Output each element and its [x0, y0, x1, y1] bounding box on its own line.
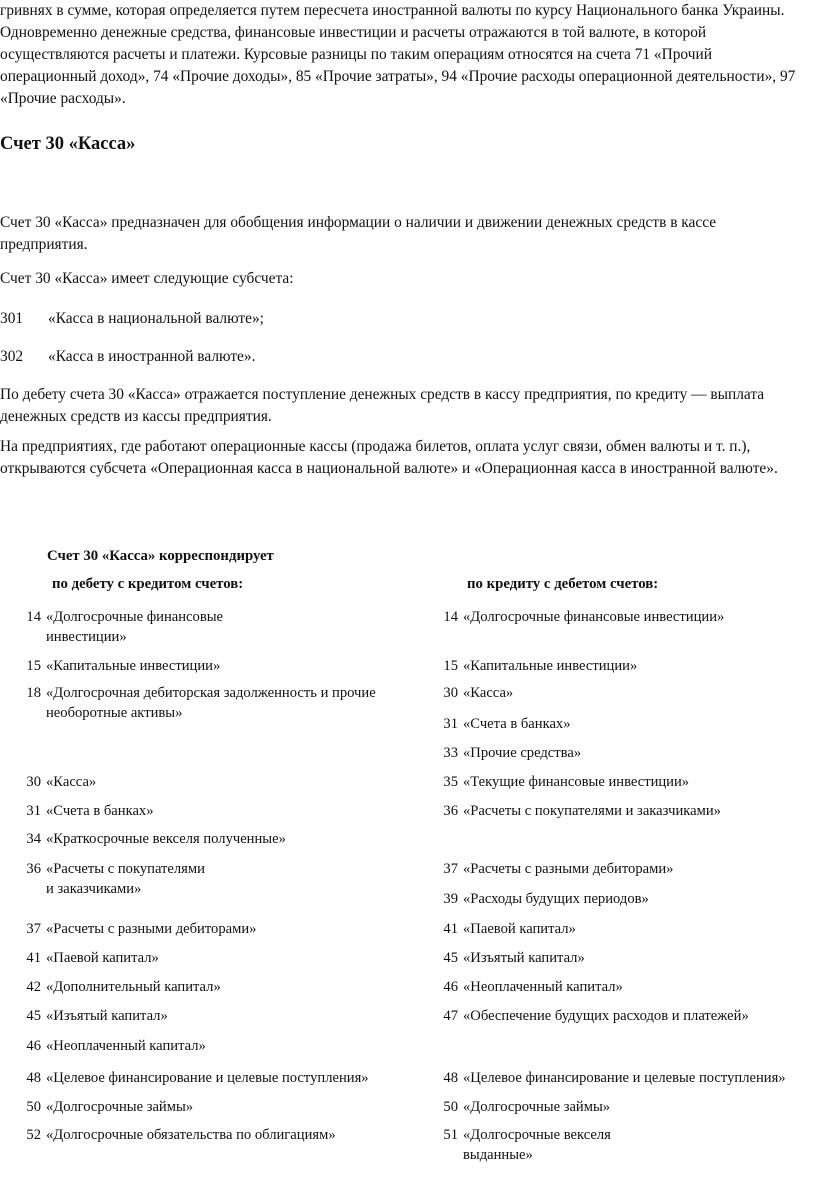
- account-name: «Паевой капитал»: [46, 950, 159, 966]
- account-name: «Расходы будущих периодов»: [463, 891, 649, 907]
- account-number: 45: [443, 950, 458, 966]
- account-name: «Текущие финансовые инвестиции»: [463, 774, 690, 790]
- section-heading: Счет 30 «Касса»: [0, 134, 136, 154]
- account-name: «Расчеты с разными дебиторами»: [46, 921, 257, 937]
- account-number: 14: [26, 609, 41, 625]
- account-number: 36: [26, 861, 41, 877]
- account-name: «Расчеты с покупателями и заказчиками»: [463, 803, 721, 819]
- account-number: 37: [443, 861, 458, 877]
- account-name: «Долгосрочные займы»: [463, 1099, 611, 1115]
- account-name: «Долгосрочные займы»: [46, 1099, 194, 1115]
- account-name: «Счета в банках»: [463, 716, 571, 732]
- account-number: 42: [26, 979, 41, 995]
- account-name: «Долгосрочная дебиторская задолженность и прочие необоротные активы»: [46, 685, 376, 721]
- account-number: 18: [26, 685, 41, 701]
- account-name: «Неоплаченный капитал»: [463, 979, 623, 995]
- account-number: 34: [26, 831, 41, 847]
- account-number: 48: [443, 1070, 458, 1086]
- subaccount-item: [0, 308, 264, 330]
- debit-column-header: по дебету с кредитом счетов:: [52, 576, 244, 592]
- subaccount-name: «Касса в иностранной валюте».: [48, 348, 256, 365]
- account-number: 30: [443, 685, 458, 701]
- correspondence-title: Счет 30 «Касса» корреспондирует: [47, 548, 274, 564]
- account-number: 15: [26, 658, 41, 674]
- account-number: 47: [443, 1008, 458, 1024]
- account-name: «Паевой капитал»: [463, 921, 576, 937]
- credit-column-header: по кредиту с дебетом счетов:: [467, 576, 659, 592]
- account-number: 46: [26, 1038, 41, 1054]
- account-number: 45: [26, 1008, 41, 1024]
- account-name: «Изъятый капитал»: [46, 1008, 168, 1024]
- account-number: 30: [26, 774, 41, 790]
- account-name: «Прочие средства»: [463, 745, 582, 761]
- subaccount-item: [0, 346, 255, 368]
- account-name: «Касса»: [463, 685, 514, 701]
- account-number: 51: [443, 1127, 458, 1143]
- subaccount-code: 302: [0, 348, 24, 365]
- account-name: «Счета в банках»: [46, 803, 154, 819]
- subaccounts-intro: Счет 30 «Касса» имеет следующие субсчета:: [0, 270, 294, 287]
- account-number: 14: [443, 609, 458, 625]
- account-number: 46: [443, 979, 458, 995]
- account-number: 31: [26, 803, 41, 819]
- debit-credit-paragraph: По дебету счета 30 «Касса» отражается поступление денежных средств в кассу предприятия, по кредиту — выплата денежных средств из кассы предприятия.: [0, 386, 765, 425]
- account-name: «Капитальные инвестиции»: [463, 658, 638, 674]
- account-number: 37: [26, 921, 41, 937]
- account-name: «Неоплаченный капитал»: [46, 1038, 206, 1054]
- account-number: 48: [26, 1070, 41, 1086]
- account-name: «Целевое финансирование и целевые поступления»: [463, 1070, 786, 1086]
- account-name: «Целевое финансирование и целевые поступления»: [46, 1070, 369, 1086]
- account-name: «Дополнительный капитал»: [46, 979, 221, 995]
- account-number: 41: [26, 950, 41, 966]
- account-name: «Касса»: [46, 774, 97, 790]
- purpose-paragraph: Счет 30 «Касса» предназначен для обобщения информации о наличии и движении денежных средств в кассе предприятия.: [0, 214, 717, 253]
- account-name: «Долгосрочные финансовые инвестиции»: [463, 609, 725, 625]
- account-number: 36: [443, 803, 458, 819]
- intro-paragraph: гривнях в сумме, которая определяется путем пересчета иностранной валюты по курсу Национального банка Украины. Одновременно денежные средства, финансовые инвестиции и расчеты отражаются в той валюте, в которой осуществляются расчеты и платежи. Курсовые разницы по таким операциям относятся на счета 71 «Прочий операционный доход», 74 «Прочие доходы», 85 «Прочие затраты», 94 «Прочие расходы операционной деятельности», 97 «Прочие расходы».: [0, 2, 796, 107]
- operational-cash-paragraph: На предприятиях, где работают операционные кассы (продажа билетов, оплата услуг связи, обмен валюты и т. п.), открываются субсчета «Операционная касса в национальной валюте» и «Операционная касса в иностранной валюте».: [0, 438, 778, 477]
- account-number: 41: [443, 921, 458, 937]
- account-name: «Обеспечение будущих расходов и платежей»: [463, 1008, 749, 1024]
- subaccount-code: 301: [0, 310, 24, 327]
- account-name: «Расчеты с покупателями и заказчиками»: [46, 861, 205, 897]
- account-name: «Изъятый капитал»: [463, 950, 585, 966]
- account-name: «Долгосрочные векселя выданные»: [463, 1127, 611, 1163]
- account-number: 50: [443, 1099, 458, 1115]
- account-name: «Долгосрочные обязательства по облигациям»: [46, 1127, 336, 1143]
- account-number: 33: [443, 745, 458, 761]
- account-name: «Долгосрочные финансовые инвестиции»: [46, 609, 224, 645]
- account-name: «Расчеты с разными дебиторами»: [463, 861, 674, 877]
- account-number: 31: [443, 716, 458, 732]
- account-number: 50: [26, 1099, 41, 1115]
- account-number: 39: [443, 891, 458, 907]
- account-number: 35: [443, 774, 458, 790]
- account-name: «Краткосрочные векселя полученные»: [46, 831, 286, 847]
- account-number: 15: [443, 658, 458, 674]
- account-name: «Капитальные инвестиции»: [46, 658, 221, 674]
- account-number: 52: [26, 1127, 41, 1143]
- subaccount-name: «Касса в национальной валюте»;: [48, 310, 264, 327]
